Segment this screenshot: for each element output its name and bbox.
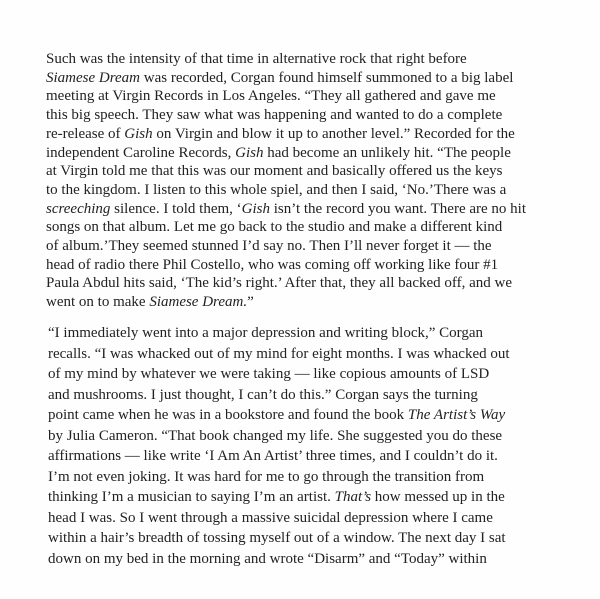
text-segment: independent Caroline Records,	[46, 144, 236, 161]
text-segment: to the kingdom. I listen to this whole spiel, and then I said, ‘No.’There was a	[46, 181, 507, 198]
text-line	[48, 385, 510, 406]
italic-text: Gish	[241, 200, 270, 217]
text-line	[48, 364, 510, 385]
text-line	[46, 50, 526, 69]
text-segment: I’m not even joking. It was hard for me to go through the transition from	[48, 468, 485, 485]
text-segment: was recorded, Corgan found himself summoned to a big label	[140, 69, 514, 86]
text-line	[46, 218, 526, 237]
text-line	[46, 162, 526, 181]
text-segment: recalls. “I was whacked out of my mind for eight months. I was whacked out	[48, 345, 510, 362]
italic-text: Gish	[124, 125, 153, 142]
text-segment: silence. I told them, ‘	[110, 200, 242, 217]
text-segment: ”	[247, 294, 254, 311]
text-segment: head of radio there Phil Costello, who was coming off working like four #1	[46, 256, 499, 273]
text-segment: of my mind by whatever we were taking — like copious amounts of LSD	[48, 366, 490, 382]
text-line	[48, 528, 510, 549]
text-segment: songs on that album. Let me go back to the studio and make a different kind	[46, 219, 503, 236]
text-segment: re-release of	[46, 125, 125, 142]
italic-text: Siamese Dream.	[149, 294, 248, 311]
text-line	[48, 323, 510, 344]
text-line	[46, 144, 526, 163]
text-segment: how messed up in the	[371, 489, 505, 505]
text-segment: thinking I’m a musician to saying I’m an artist.	[48, 489, 335, 505]
text-line	[46, 200, 526, 219]
text-segment: isn’t the record you want. There are no hit	[269, 200, 527, 217]
text-line	[46, 237, 526, 256]
text-segment: within a hair’s breadth of tossing myself out of a window. The next day I sat	[48, 530, 506, 546]
text-segment: and mushrooms. I just thought, I can’t do this.” Corgan says the turning	[48, 386, 478, 403]
text-line	[46, 181, 526, 200]
text-segment: “I immediately went into a major depression and writing block,” Corgan	[48, 325, 484, 341]
italic-text: The Artist’s Way	[407, 407, 506, 423]
text-segment: Paula Abdul hits said, ‘The kid’s right.’ After that, they all backed off, and we	[46, 275, 513, 292]
text-line	[46, 293, 526, 312]
paragraph-2	[48, 323, 510, 569]
text-line	[46, 106, 526, 125]
text-line	[48, 446, 510, 467]
text-line	[46, 87, 526, 106]
text-line	[48, 549, 510, 570]
italic-text: That’s	[334, 489, 372, 505]
text-line	[46, 69, 526, 88]
text-line	[48, 487, 510, 508]
text-line	[48, 426, 510, 447]
text-segment: Such was the intensity of that time in alternative rock that right before	[46, 51, 467, 67]
text-line	[46, 256, 526, 275]
text-line	[46, 125, 526, 144]
text-segment: point came when he was in a bookstore and found the book	[48, 407, 408, 423]
text-segment: had become an unlikely hit. “The people	[263, 144, 511, 161]
text-segment: at Virgin told me that this was our moment and basically offered us the keys	[46, 163, 503, 180]
text-segment: of album.’They seemed stunned I’d say no. Then I’ll never forget it — the	[46, 238, 492, 255]
italic-text: Gish	[235, 144, 264, 161]
text-segment: meeting at Virgin Records in Los Angeles. “They all gathered and gave me	[46, 88, 496, 105]
italic-text: screeching	[46, 200, 111, 217]
text-line	[48, 344, 510, 365]
text-segment: head I was. So I went through a massive suicidal depression where I came	[48, 509, 493, 526]
text-segment: affirmations — like write ‘I Am An Artist’ three times, and I couldn’t do it.	[48, 448, 498, 464]
text-segment: went on to make	[46, 294, 150, 311]
paragraph-1	[46, 50, 526, 312]
text-segment: this big speech. They saw what was happening and wanted to do a complete	[46, 107, 503, 124]
text-line	[46, 274, 526, 293]
text-line	[48, 405, 510, 426]
text-segment: by Julia Cameron. “That book changed my life. She suggested you do these	[48, 427, 503, 444]
text-segment: down on my bed in the morning and wrote “Disarm” and “Today” within	[48, 550, 487, 567]
italic-text: Siamese Dream	[46, 69, 141, 86]
text-line	[48, 467, 510, 488]
text-segment: on Virgin and blow it up to another level.” Recorded for the	[152, 125, 515, 142]
text-line	[48, 508, 510, 529]
